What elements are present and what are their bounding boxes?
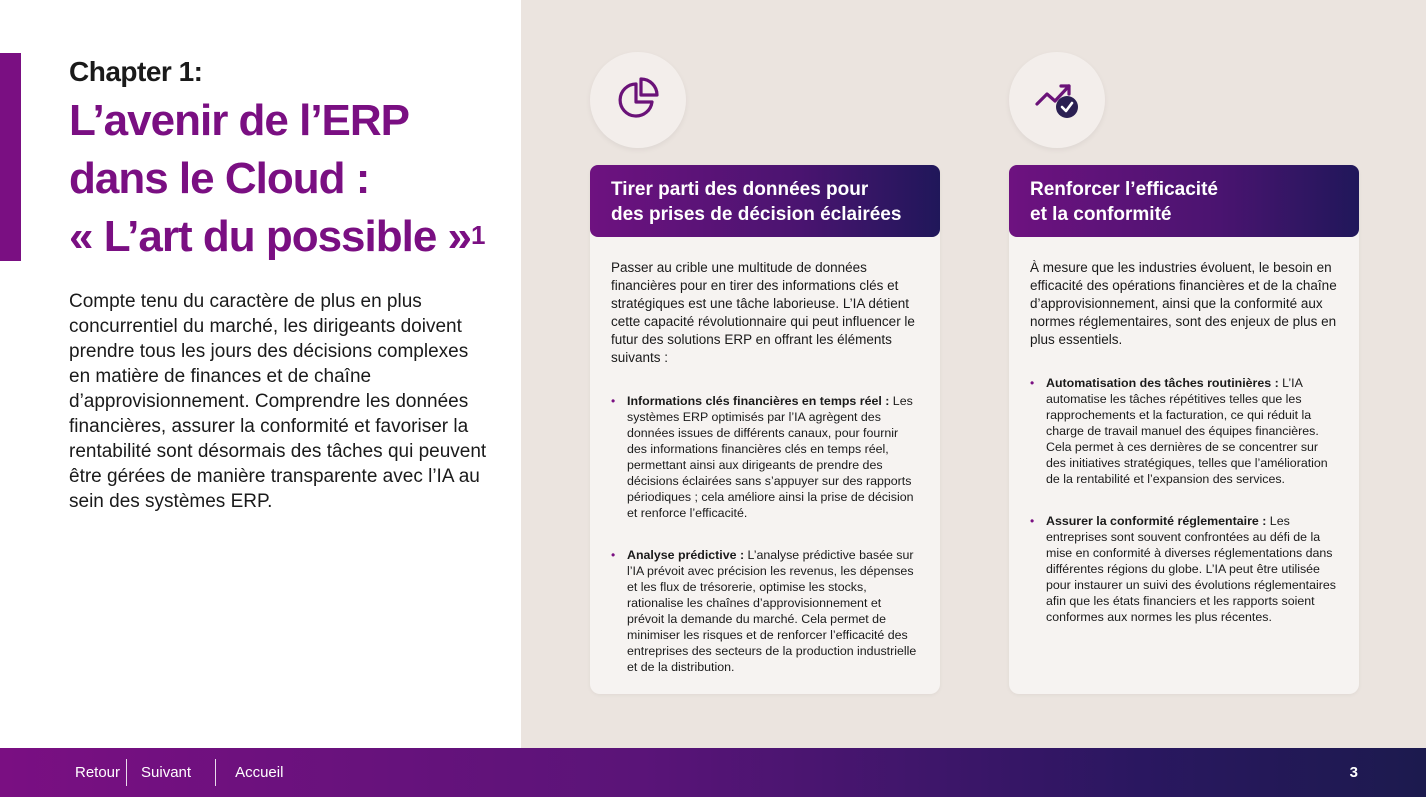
card-efficiency-compliance <box>1009 165 1359 694</box>
bullet-list <box>611 393 918 675</box>
list-item <box>611 393 918 521</box>
card-heading <box>1009 165 1359 237</box>
card-body <box>590 237 940 721</box>
footnote-ref[interactable]: 1 <box>471 220 485 250</box>
card-heading-line-1: Tirer parti des données pour <box>611 179 869 200</box>
page-title <box>69 92 519 266</box>
bullet-text: L’IA automatise les tâches répétitives telles que les rapprochements et la facturation, ce qui réduit la charge de travail manuel des équipes financières. Cela permet à ces dernières de se concentrer sur des initiatives stratégiques, telles que l’amélioration de la rentabilité et l’expansion des services. <box>1046 376 1328 486</box>
list-item <box>1030 513 1337 625</box>
card-heading <box>590 165 940 237</box>
nav-divider <box>215 759 216 786</box>
footer-nav <box>75 748 283 797</box>
home-link[interactable]: Accueil <box>235 764 284 781</box>
page-number: 3 <box>1349 764 1358 781</box>
title-line-2: dans le Cloud : <box>69 154 370 203</box>
card-heading-line-2: et la conformité <box>1030 204 1172 225</box>
chapter-label: Chapter 1: <box>69 56 203 87</box>
card-body <box>1009 237 1359 671</box>
bullet-text: L’analyse prédictive basée sur l’IA prévoit avec précision les revenus, les dépenses et les flux de trésorerie, optimise les stocks, rationalise les chaînes d’approvisionnement et prévoit la demande du marché. Cela permet de minimiser les risques et de renforcer l’efficacité des entreprises des secteurs de la production industrielle et de la distribution. <box>627 548 917 674</box>
title-line-3-text: « L’art du possible » <box>69 212 472 261</box>
list-item <box>1030 375 1337 487</box>
bullet-title: Assurer la conformité réglementaire : <box>1046 514 1267 528</box>
card-intro: Passer au crible une multitude de données financières pour en tirer des informations clés et stratégiques est une tâche laborieuse. L’IA détient cette capacité révolutionnaire qui peut influencer le futur des solutions ERP en offrant les éléments suivants : <box>611 260 915 365</box>
bullet-text: Les systèmes ERP optimisés par l’IA agrègent des données issues de différents canaux, pour fournir des informations financières clés en temps réel, permettant ainsi aux dirigeants de prendre des décisions éclairées sans s’appuyer sur des rapports périodiques ; cela améliore ainsi la prise de décision et renforce l’efficacité. <box>627 394 914 520</box>
bullet-title: Automatisation des tâches routinières : <box>1046 376 1279 390</box>
bullet-list <box>1030 375 1337 625</box>
nav-divider <box>126 759 127 786</box>
card-heading-line-1: Renforcer l’efficacité <box>1030 179 1218 200</box>
footer-bar <box>0 748 1426 797</box>
right-panel <box>521 0 1426 748</box>
next-link[interactable]: Suivant <box>141 764 192 781</box>
title-line-3 <box>69 208 519 266</box>
intro-paragraph: Compte tenu du caractère de plus en plus concurrentiel du marché, les dirigeants doivent prendre tous les jours des décisions complexes en matière de finances et de chaîne d’approvisionnement. Comprendre les données financières, assurer la conformité et favoriser la rentabilité sont désormais des tâches qui peuvent être gérées de manière transparente avec l’IA au sein des systèmes ERP. <box>69 291 487 512</box>
bullet-title: Analyse prédictive : <box>627 548 745 562</box>
bullet-text: Les entreprises sont souvent confrontées au défi de la mise en conformité à diverses réglementations dans différentes régions du globe. L’IA peut être utilisée pour instaurer un suivi des évolutions réglementaires afin que les états financiers et les rapports soient conformes aux normes les plus récentes. <box>1046 514 1336 624</box>
card-data-decisions <box>590 165 940 694</box>
back-link[interactable]: Retour <box>75 764 121 781</box>
pie-chart-icon <box>590 52 686 148</box>
title-line-1: L’avenir de l’ERP <box>69 96 410 145</box>
card-heading-line-2: des prises de décision éclairées <box>611 204 902 225</box>
bullet-title: Informations clés financières en temps réel : <box>627 394 890 408</box>
left-panel <box>0 0 521 748</box>
accent-bar <box>0 53 21 261</box>
trend-up-check-icon <box>1009 52 1105 148</box>
list-item <box>611 547 918 675</box>
card-intro: À mesure que les industries évoluent, le besoin en efficacité des opérations financières et de la chaîne d’approvisionnement, ainsi que la conformité aux normes réglementaires, sont des enjeux de plus en plus essentiels. <box>1030 260 1337 347</box>
